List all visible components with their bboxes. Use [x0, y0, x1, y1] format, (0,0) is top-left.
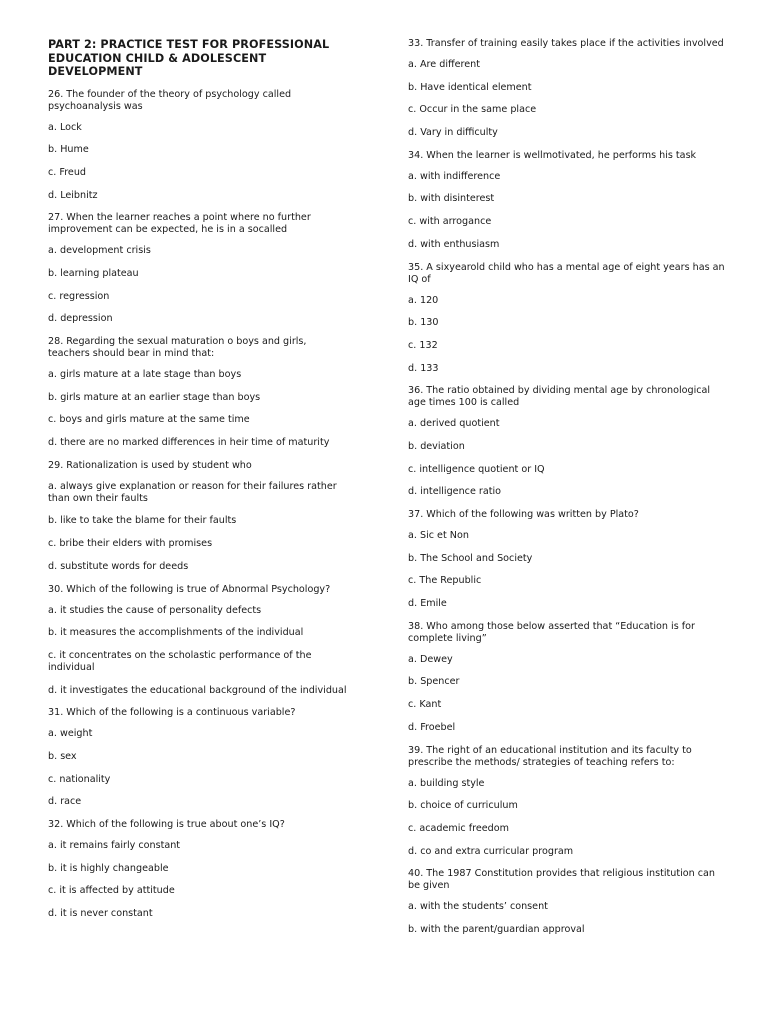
question-stem: 26. The founder of the theory of psychology called psychoanalysis was: [48, 88, 292, 112]
question-block: [408, 262, 728, 375]
answer-option: b. it is highly changeable: [48, 862, 169, 874]
question-block: [48, 584, 348, 697]
question-stem: 39. The right of an educational institution and its faculty to prescribe the methods/ strategies of teaching refers to:: [408, 744, 692, 768]
answer-option: b. deviation: [408, 440, 465, 452]
answer-option: b. with disinterest: [408, 193, 495, 205]
question-block: [408, 509, 728, 610]
answer-option: d. it is never constant: [48, 908, 153, 920]
answer-option: d. Froebel: [408, 721, 456, 733]
question-stem: 38. Who among those below asserted that “Education is for complete living”: [408, 620, 695, 644]
answer-option: a. with the students’ consent: [408, 901, 548, 913]
answer-option: d. co and extra curricular program: [408, 845, 574, 857]
answer-option: c. bribe their elders with promises: [48, 538, 213, 550]
answer-option: d. depression: [48, 313, 113, 325]
answer-option: c. 132: [408, 339, 438, 351]
answer-option: c. academic freedom: [408, 822, 509, 834]
question-block: [48, 460, 348, 573]
answer-option: a. building style: [408, 777, 485, 789]
answer-option: d. it investigates the educational background of the individual: [48, 684, 347, 696]
question-block: [48, 336, 348, 449]
question-stem: 32. Which of the following is true about one’s IQ?: [48, 819, 285, 830]
question-stem: 40. The 1987 Constitution provides that religious institution can be given: [408, 868, 716, 892]
answer-option: c. Occur in the same place: [408, 104, 537, 116]
answer-option: b. Have identical element: [408, 81, 532, 93]
question-block: [48, 707, 348, 808]
answer-option: d. Vary in difficulty: [408, 127, 498, 139]
answer-option: a. Are different: [408, 59, 480, 70]
question-stem: 34. When the learner is wellmotivated, he performs his task: [408, 149, 697, 161]
answer-option: b. choice of curriculum: [408, 800, 518, 812]
answer-option: a. always give explanation or reason for their failures rather than own their faults: [48, 480, 337, 504]
answer-option: c. nationality: [48, 773, 111, 785]
answer-option: b. it measures the accomplishments of the individual: [48, 627, 304, 639]
question-block: [408, 38, 728, 139]
answer-option: b. The School and Society: [408, 552, 533, 564]
right-question-list: [408, 38, 728, 936]
answer-option: b. sex: [48, 750, 77, 762]
answer-option: c. regression: [48, 290, 110, 302]
answer-option: a. derived quotient: [408, 418, 500, 430]
answer-option: b. 130: [408, 317, 439, 329]
answer-option: a. weight: [48, 728, 93, 740]
answer-option: a. it remains fairly constant: [48, 840, 181, 851]
question-stem: 35. A sixyearold child who has a mental age of eight years has an IQ of: [408, 261, 725, 285]
answer-option: c. Freud: [48, 166, 86, 178]
question-block: [408, 868, 728, 936]
right-column: [408, 38, 728, 947]
question-block: [48, 212, 348, 325]
answer-option: b. girls mature at an earlier stage than boys: [48, 391, 261, 403]
question-block: [408, 745, 728, 858]
answer-option: a. with indifference: [408, 170, 501, 182]
answer-option: c. intelligence quotient or IQ: [408, 463, 545, 475]
answer-option: a. development crisis: [48, 245, 151, 257]
answer-option: b. learning plateau: [48, 267, 139, 279]
answer-option: d. race: [48, 796, 82, 808]
question-block: [408, 385, 728, 498]
answer-option: d. there are no marked differences in heir time of maturity: [48, 437, 330, 449]
answer-option: c. it concentrates on the scholastic performance of the individual: [48, 649, 312, 673]
answer-option: b. like to take the blame for their faults: [48, 515, 237, 527]
question-stem: 33. Transfer of training easily takes place if the activities involved: [408, 38, 724, 49]
question-stem: 36. The ratio obtained by dividing mental age by chronological age times 100 is called: [408, 385, 711, 409]
answer-option: d. Leibnitz: [48, 189, 98, 201]
answer-option: d. Emile: [408, 598, 447, 610]
answer-option: c. it is affected by attitude: [48, 885, 175, 897]
question-block: [408, 621, 728, 734]
answer-option: a. girls mature at a late stage than boys: [48, 369, 242, 380]
page-title: PART 2: PRACTICE TEST FOR PROFESSIONAL EDUCATION CHILD & ADOLESCENT DEVELOPMENT: [48, 38, 330, 78]
question-block: [48, 819, 348, 920]
answer-option: c. The Republic: [408, 575, 482, 587]
question-stem: 30. Which of the following is true of Abnormal Psychology?: [48, 583, 331, 595]
answer-option: d. substitute words for deeds: [48, 560, 189, 572]
answer-option: a. Lock: [48, 121, 82, 133]
answer-option: d. 133: [408, 362, 439, 374]
answer-option: b. Spencer: [408, 676, 460, 688]
left-question-list: [48, 89, 348, 921]
answer-option: a. Dewey: [408, 653, 453, 665]
answer-option: a. it studies the cause of personality defects: [48, 604, 262, 616]
answer-option: b. Hume: [48, 144, 89, 156]
question-stem: 29. Rationalization is used by student who: [48, 459, 252, 471]
answer-option: a. Sic et Non: [408, 530, 469, 541]
question-stem: 31. Which of the following is a continuous variable?: [48, 707, 296, 719]
question-stem: 27. When the learner reaches a point where no further improvement can be expected, he is in a socalled: [48, 212, 311, 236]
question-block: [48, 89, 348, 202]
answer-option: d. intelligence ratio: [408, 486, 502, 498]
answer-option: c. with arrogance: [408, 216, 492, 228]
question-stem: 37. Which of the following was written by Plato?: [408, 509, 639, 520]
left-column: [48, 38, 348, 931]
answer-option: c. boys and girls mature at the same time: [48, 414, 250, 426]
question-block: [408, 150, 728, 251]
answer-option: b. with the parent/guardian approval: [408, 923, 585, 935]
question-stem: 28. Regarding the sexual maturation o boys and girls, teachers should bear in mind that:: [48, 336, 307, 359]
answer-option: c. Kant: [408, 699, 442, 711]
answer-option: d. with enthusiasm: [408, 238, 500, 250]
answer-option: a. 120: [408, 294, 439, 306]
